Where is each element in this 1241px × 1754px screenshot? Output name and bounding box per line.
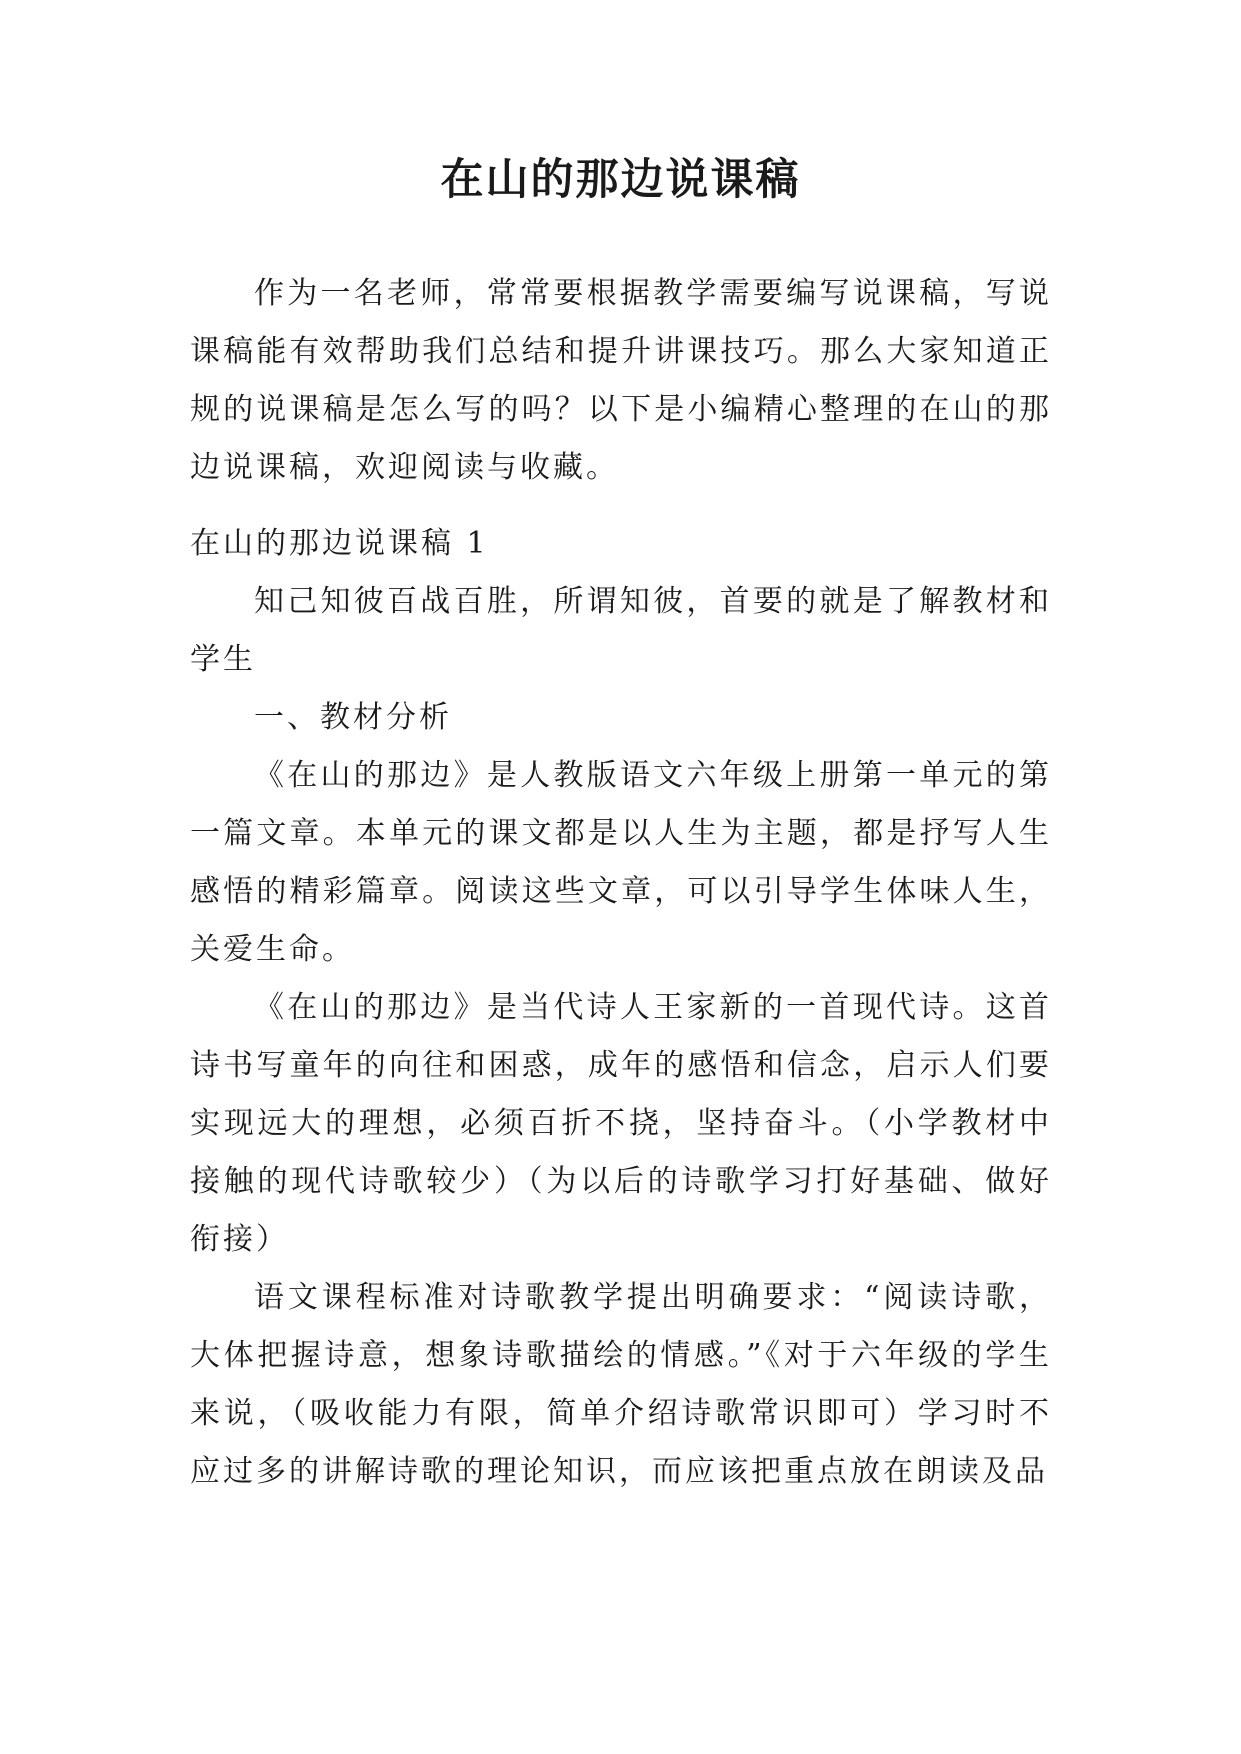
paragraph-unit-overview: 《在山的那边》是人教版语文六年级上册第一单元的第一篇文章。本单元的课文都是以人生为主题，都是抒写人生感悟的精彩篇章。阅读这些文章，可以引导学生体味人生，关爱生命。	[190, 758, 1052, 967]
subheading-material-analysis: 一、教材分析	[254, 700, 452, 735]
intro-paragraph: 作为一名老师，常常要根据教学需要编写说课稿，写说课稿能有效帮助我们总结和提升讲课技巧。那么大家知道正规的说课稿是怎么写的吗？以下是小编精心整理的在山的那边说课稿，欢迎阅读与收藏。	[190, 276, 1052, 485]
paragraph-know-students: 知己知彼百战百胜，所谓知彼，首要的就是了解教材和学生	[190, 584, 1052, 677]
paragraph-curriculum-standard: 语文课程标准对诗歌教学提出明确要求：“阅读诗歌，大体把握诗意，想象诗歌描绘的情感。”《对于六年级的学生来说，（吸收能力有限，简单介绍诗歌常识即可）学习时不应过多的讲解诗歌的理论知识，而应该把重点放在朗读及品	[190, 1280, 1052, 1489]
section-heading: 在山的那边说课稿 1	[190, 526, 489, 561]
paragraph-poem-intro: 《在山的那边》是当代诗人王家新的一首现代诗。这首诗书写童年的向往和困惑，成年的感悟和信念，启示人们要实现远大的理想，必须百折不挠，坚持奋斗。（小学教材中接触的现代诗歌较少）（为以后的诗歌学习打好基础、做好衔接）	[190, 990, 1052, 1257]
document-title: 在山的那边说课稿	[440, 155, 801, 205]
